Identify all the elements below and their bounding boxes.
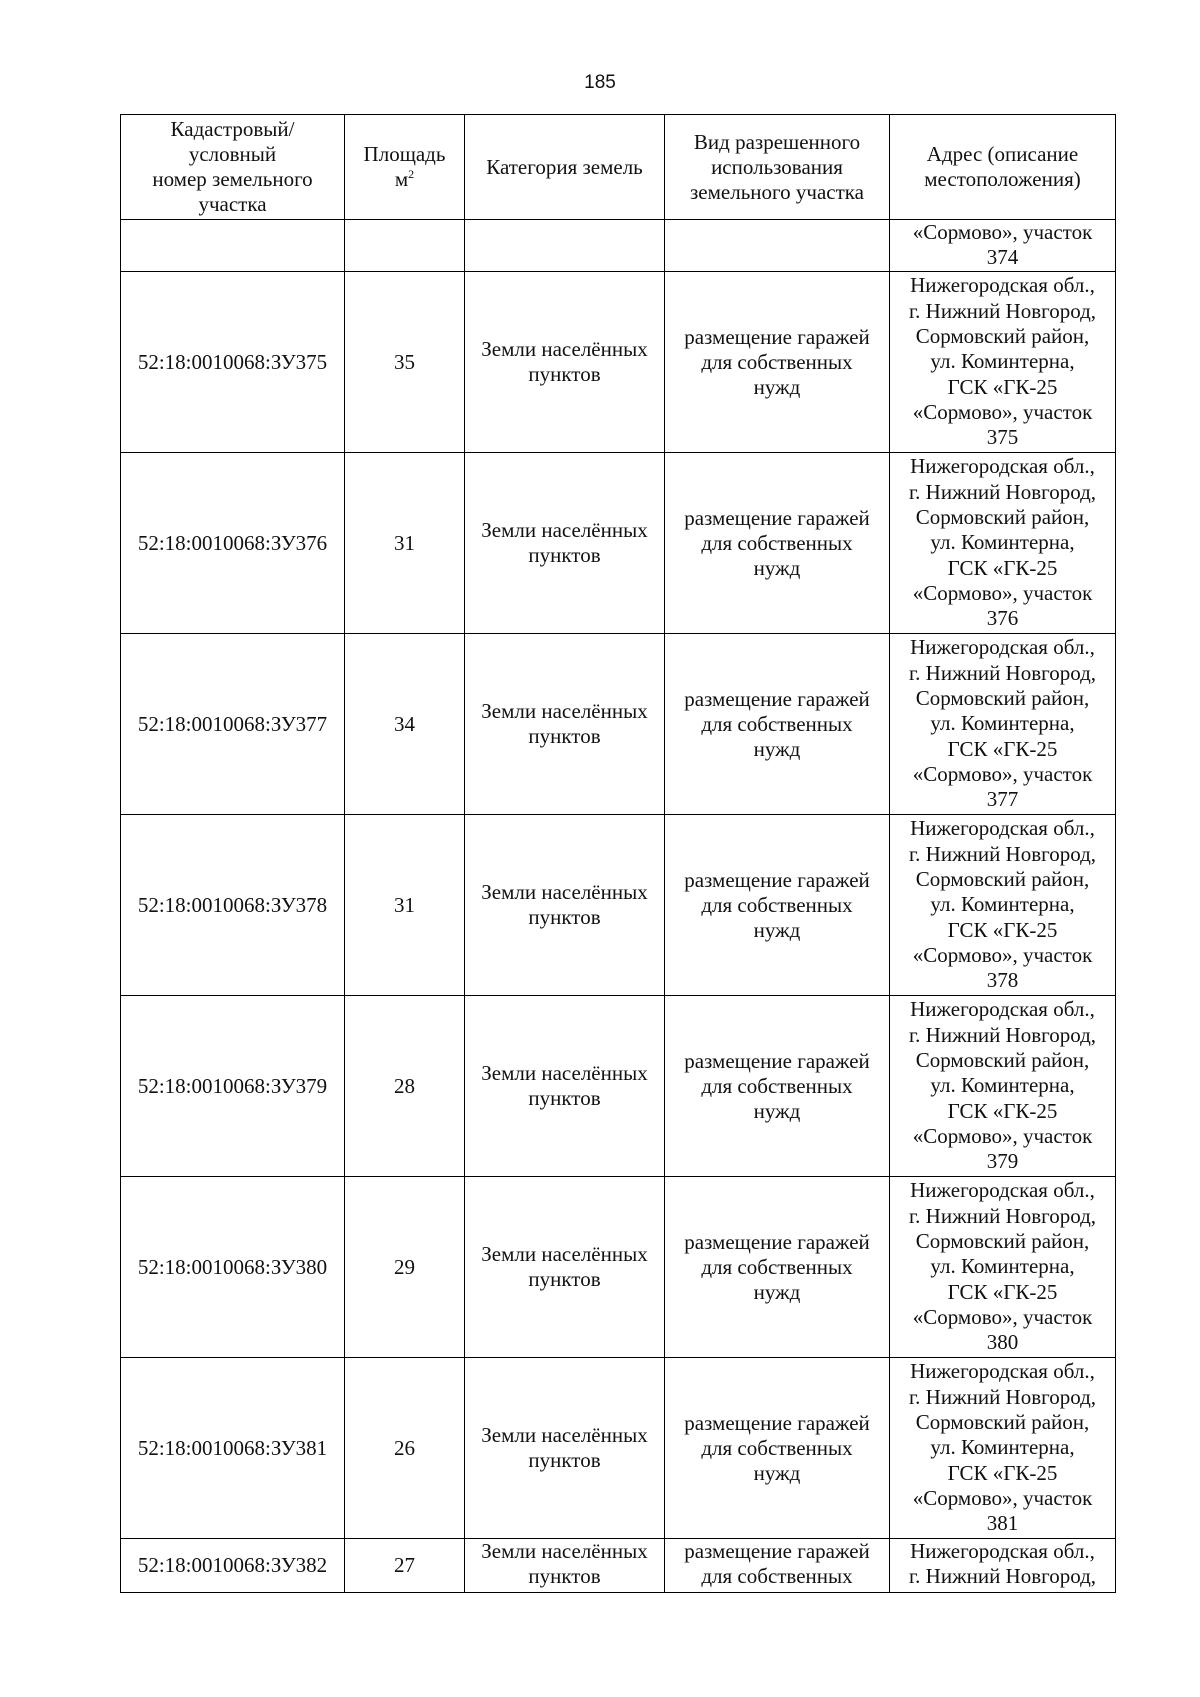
table-row-partial: [121, 1539, 1116, 1593]
cell-use: размещение гаражей для собственных: [665, 1539, 890, 1593]
cell-use: [665, 220, 890, 272]
cell-address: Нижегородская обл., г. Нижний Новгород, Сормовский район, ул. Коминтерна, ГСК «ГК-25 «Сормово», участок 381: [890, 1358, 1116, 1539]
header-area: Площадь $м^2$: [345, 115, 465, 220]
cell-area: 26: [345, 1358, 465, 1539]
land-plots-table: [120, 114, 1116, 1593]
header-category: Категория земель: [465, 115, 665, 220]
cell-address: Нижегородская обл., г. Нижний Новгород, Сормовский район, ул. Коминтерна, ГСК «ГК-25 «Сормово», участок 380: [890, 1177, 1116, 1358]
cell-area: 35: [345, 272, 465, 453]
table-row: [121, 1177, 1116, 1358]
cell-category: [465, 220, 665, 272]
header-use: Вид разрешенного использования земельного участка: [665, 115, 890, 220]
page-number: 185: [584, 72, 616, 93]
table-row: [121, 1358, 1116, 1539]
cell-category: Земли населённых пунктов: [465, 634, 665, 815]
cell-category: Земли населённых пунктов: [465, 996, 665, 1177]
cell-cadastral: 52:18:0010068:ЗУ379: [121, 996, 345, 1177]
cell-use: размещение гаражей для собственных нужд: [665, 634, 890, 815]
cell-area: 29: [345, 1177, 465, 1358]
cell-address: Нижегородская обл., г. Нижний Новгород, Сормовский район, ул. Коминтерна, ГСК «ГК-25 «Сормово», участок 376: [890, 453, 1116, 634]
cell-address: Нижегородская обл., г. Нижний Новгород, Сормовский район, ул. Коминтерна, ГСК «ГК-25 «Сормово», участок 378: [890, 815, 1116, 996]
cell-use: размещение гаражей для собственных нужд: [665, 815, 890, 996]
cell-cadastral: 52:18:0010068:ЗУ381: [121, 1358, 345, 1539]
cell-category: Земли населённых пунктов: [465, 815, 665, 996]
cell-address: Нижегородская обл., г. Нижний Новгород, Сормовский район, ул. Коминтерна, ГСК «ГК-25 «Сормово», участок 379: [890, 996, 1116, 1177]
cell-category: Земли населённых пунктов: [465, 1177, 665, 1358]
table-row: [121, 634, 1116, 815]
cell-category: Земли населённых пунктов: [465, 1358, 665, 1539]
cell-address: «Сормово», участок 374: [890, 220, 1116, 272]
header-address: Адрес (описание местоположения): [890, 115, 1116, 220]
table-header-row: [121, 115, 1116, 220]
cell-cadastral: 52:18:0010068:ЗУ375: [121, 272, 345, 453]
cell-use: размещение гаражей для собственных нужд: [665, 1358, 890, 1539]
cell-use: размещение гаражей для собственных нужд: [665, 453, 890, 634]
cell-category: Земли населённых пунктов: [465, 453, 665, 634]
cell-cadastral: 52:18:0010068:ЗУ380: [121, 1177, 345, 1358]
cell-use: размещение гаражей для собственных нужд: [665, 272, 890, 453]
cell-cadastral: 52:18:0010068:ЗУ377: [121, 634, 345, 815]
table-row: [121, 996, 1116, 1177]
cell-address: Нижегородская обл., г. Нижний Новгород,: [890, 1539, 1116, 1593]
header-cadastral: Кадастровый/ условный номер земельного участка: [121, 115, 345, 220]
cell-use: размещение гаражей для собственных нужд: [665, 996, 890, 1177]
table-row: [121, 272, 1116, 453]
cell-area: 31: [345, 453, 465, 634]
cell-area: 27: [345, 1539, 465, 1593]
cell-address: Нижегородская обл., г. Нижний Новгород, Сормовский район, ул. Коминтерна, ГСК «ГК-25 «Сормово», участок 375: [890, 272, 1116, 453]
cell-area: 31: [345, 815, 465, 996]
cell-area: 28: [345, 996, 465, 1177]
cell-cadastral: 52:18:0010068:ЗУ376: [121, 453, 345, 634]
table-row: [121, 815, 1116, 996]
cell-category: Земли населённых пунктов: [465, 272, 665, 453]
cell-address: Нижегородская обл., г. Нижний Новгород, Сормовский район, ул. Коминтерна, ГСК «ГК-25 «Сормово», участок 377: [890, 634, 1116, 815]
table-row-continuation: [121, 220, 1116, 272]
cell-area: [345, 220, 465, 272]
cell-cadastral: 52:18:0010068:ЗУ378: [121, 815, 345, 996]
cell-cadastral: 52:18:0010068:ЗУ382: [121, 1539, 345, 1593]
cell-category: Земли населённых пунктов: [465, 1539, 665, 1593]
table-row: [121, 453, 1116, 634]
cell-area: 34: [345, 634, 465, 815]
cell-use: размещение гаражей для собственных нужд: [665, 1177, 890, 1358]
cell-cadastral: [121, 220, 345, 272]
